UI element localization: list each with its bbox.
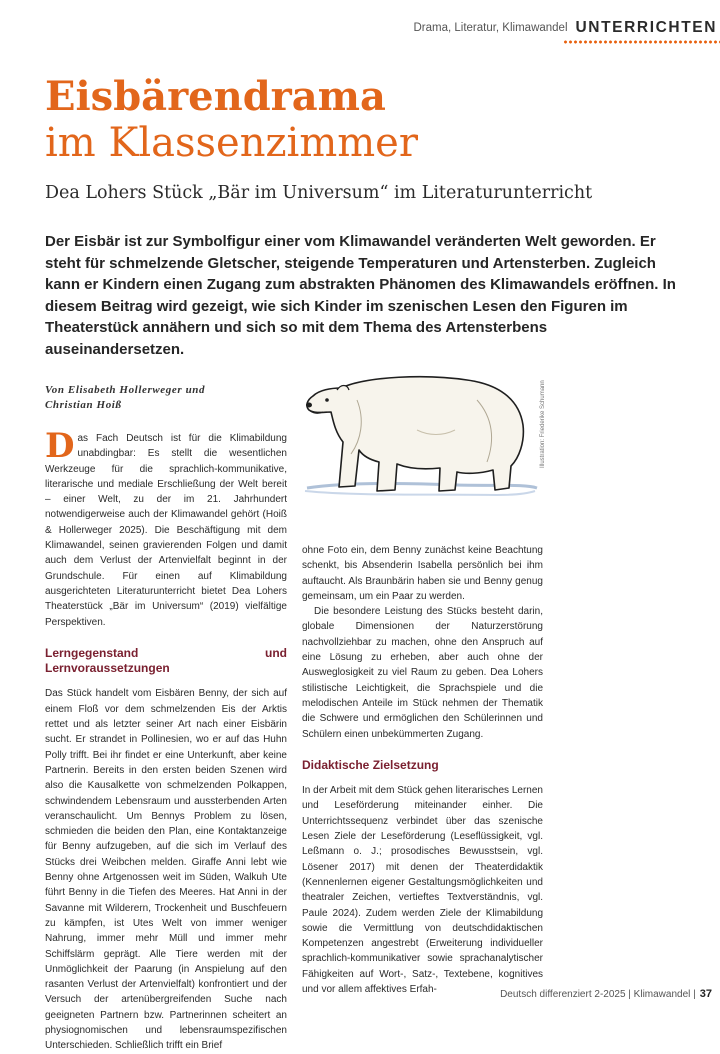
title-line-1: Eisbärendrama <box>45 73 386 120</box>
page-number: 37 <box>699 988 712 1000</box>
article-title <box>45 74 418 166</box>
authors-line-2: Christian Hoiß <box>45 399 122 411</box>
drop-cap: D <box>45 426 75 466</box>
body-paragraph-1: Das Stück handelt vom Eisbären Benny, der sich auf einem Floß vor dem schmelzenden Eis der Arktis rettet und als letzter seiner Art nach einer Eisbärin sucht. Er strandet in Pollinesien, wo er auf das Huhn Polly trifft. Bei ihr findet er eine Unterkunft, aber keine Partnerin. Bereits in den ersten beiden Szenen wird also die Kausalkette von schmelzenden Polkappen, schwindendem Lebensraum und aussterbenden Arten veranschaulicht. Um Bennys Problem zu lösen, schmieden die beiden den Plan, eine Kontaktanzeige für Benny aufzugeben, auf die sich im Verlauf des Stücks drei Weibchen melden. Giraffe Anni lebt wie Benny ohne Artgenossen weit im Süden, Walkuh Ute führt Benny in die Tiefen des Meeres. Hat Anni in der Savanne mit Wilderern, Trockenheit und Buschfeuern zu kämpfen, ist Utes Welt von immer weniger Nahrung, immer mehr Müll und immer mehr Schiffslärm geprägt. Alle Tiere werden mit der Unmöglichkeit der Paarung (in Anspielung auf den rasanten Verlust der Artenvielfalt) konfrontiert und der Versuch der artenübergreifenden Suche nach geeigneten Partnern bzw. Partnerinnen scheitert an physiognomischen und lebensraumspezifischen Unterschieden. Schließlich trifft ein Brief <box>45 688 287 1052</box>
header-dotted-rule <box>563 40 720 44</box>
page-footer <box>500 988 712 1000</box>
left-column <box>45 426 287 1054</box>
section-heading-didactics: Didaktische Zielsetzung <box>302 757 439 772</box>
authors-line-1: Von Elisabeth Hollerweger und <box>45 384 206 396</box>
title-line-2: im Klassenzimmer <box>45 120 418 166</box>
body-paragraph-3: Die besondere Leistung des Stücks besteht darin, globale Dimensionen der Naturzerstörung nachvollziehbar zu machen, ohne den Anspruch auf eine Lösung zu erheben, aber auch ohne der Ausweglosigkeit zu viel Raum zu geben. Dea Lohers stilistische Leichtigkeit, die Sprachspiele und die melodischen Anteile im Stück nehmen der Thematik die Schwere und ermöglichen den Schülerinnen und Schülern einen unbekümmerten Zugang. <box>302 606 543 740</box>
right-column <box>302 543 543 997</box>
article-lead: Der Eisbär ist zur Symbolfigur einer vom Klimawandel veränderten Welt geworden. Er steht für schmelzende Gletscher, steigende Temperaturen und Artensterben. Zugleich kann er Kindern einen Zugang zum abstrakten Phänomen des Klimawandels eröffnen. In diesem Beitrag wird gezeigt, wie sich Kinder im szenischen Lesen den Figuren im Theaterstück annähern und sich so mit dem Thema des Artensterbens auseinandersetzen. <box>45 233 676 358</box>
intro-text: as Fach Deutsch ist für die Klimabildung unabdingbar: Es stellt die wesentlichen Werkzeuge für die sprachlich-kommunikative, literarische und mediale Erschließung der Welt bereit – einer Welt, zu der im 21. Jahrhundert notwendigerweise auch der Klimawandel gehört (Hoiß & Hollerweger 2025). Die Beschäftigung mit dem Klimawandel, seinen gravierenden Folgen und damit auch dem Verlust der Artenvielfalt beginnt in der Grundschule. Für einen auf Klimabildung ausgerichteten Literaturunterricht bietet Dea Lohers Theaterstück „Bär im Universum“ (2019) vielfältige Perspektiven. <box>45 433 287 628</box>
section-heading-learning: Lerngegenstand und Lernvoraussetzungen <box>45 645 287 676</box>
body-paragraph-2: ohne Foto ein, dem Benny zunächst keine Beachtung schenkt, bis Absenderin Isabella persönlich bei ihm auftaucht. Als Braunbärin haben sie und Benny genug gemeinsam, um ein Paar zu werden. <box>302 545 543 602</box>
header-topics: Drama, Literatur, Klimawandel <box>413 22 568 34</box>
polar-bear-illustration <box>297 370 539 510</box>
article-subtitle: Dea Lohers Stück „Bär im Universum“ im Literaturunterricht <box>45 183 593 203</box>
illustration-credit: Illustration: Friederike Schumann <box>540 380 546 468</box>
author-byline <box>45 383 285 413</box>
body-paragraph-4: In der Arbeit mit dem Stück gehen literarisches Lernen und Leseförderung miteinander einher. Die Unterrichtssequenz verbindet über das szenische Lesen Ziele der Leseförderung (Leseflüssigkeit, vgl. Leßmann o. J.; prosodisches Bewusstsein, vgl. Lösener 2017) mit denen der Theaterdidaktik (Kennenlernen eigener Gestaltungsmöglichkeiten und theatraler Zeichen, vertieftes Textverständnis, vgl. Paule 2024). Zudem werden Ziele der Klimabildung sowie die Vermittlung von deutschdidaktischen Kompetenzen angestrebt (Erweiterung individueller sprachlich-kommunikativer sowie sprachanalytischer Fähigkeiten auf Wort-, Satz-, Textebene, kognitives und vor allem affektives Erfah- <box>302 785 543 996</box>
page-header <box>413 19 717 37</box>
intro-paragraph <box>45 426 287 630</box>
header-section: UNTERRICHTEN <box>575 19 717 36</box>
footer-journal: Deutsch differenziert 2-2025 | Klimawandel | <box>500 988 696 1000</box>
